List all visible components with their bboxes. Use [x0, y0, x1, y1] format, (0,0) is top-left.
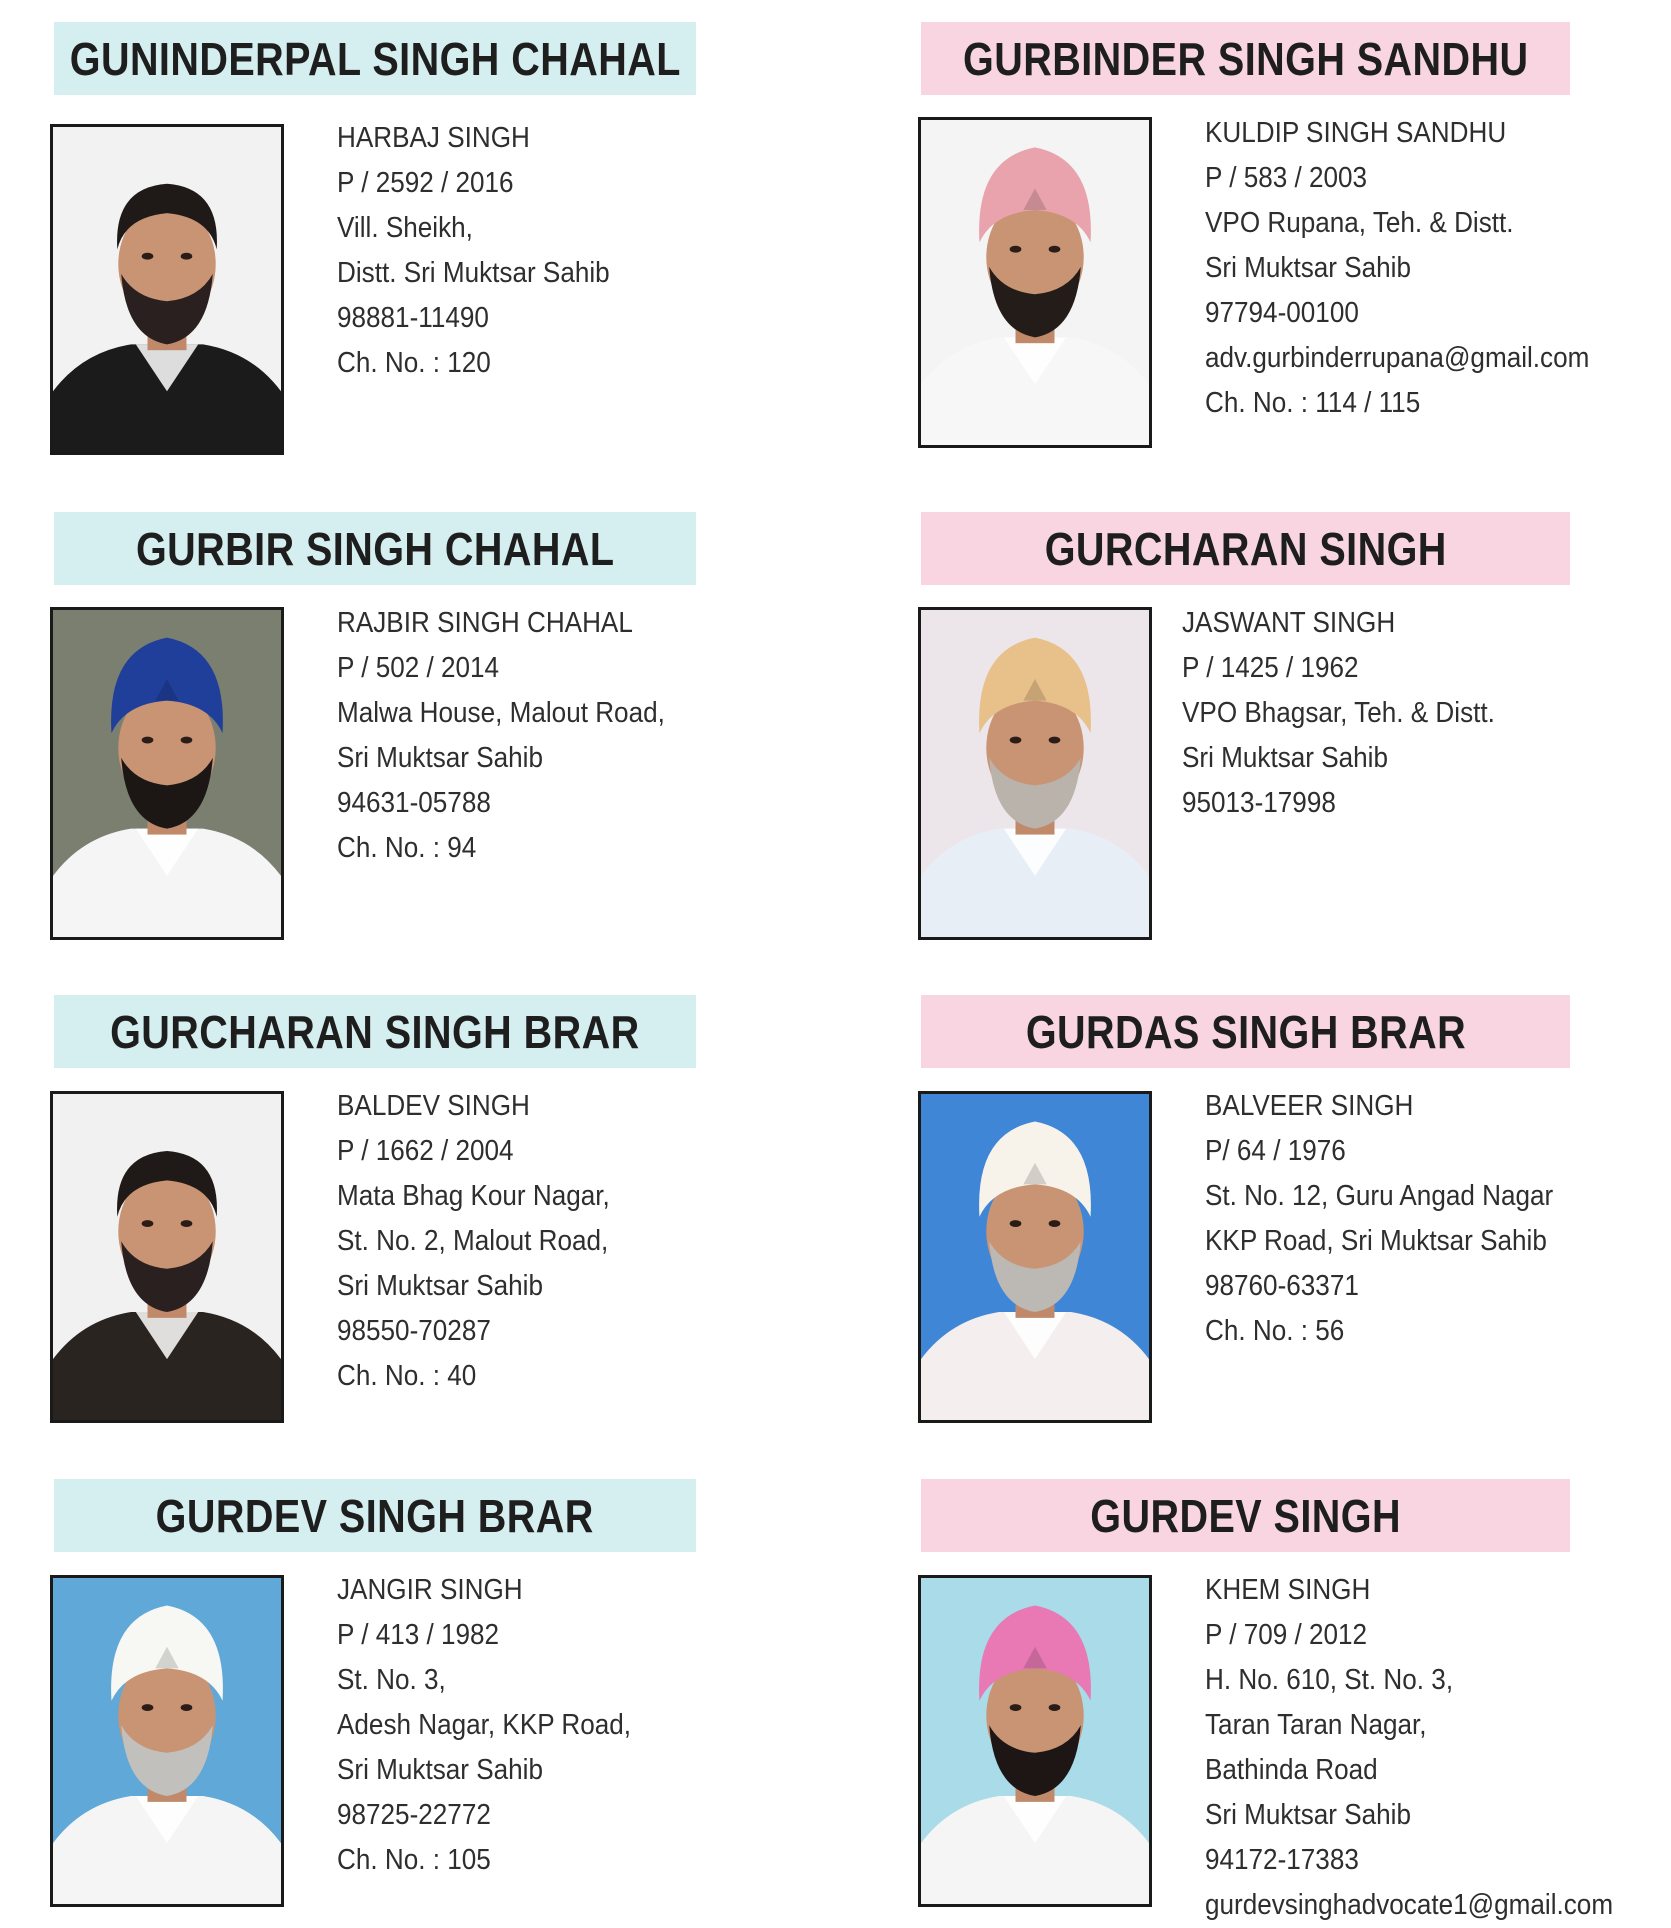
profile-detail-line: P/ 64 / 1976	[1205, 1135, 1346, 1167]
portrait-image	[53, 610, 281, 937]
profile-detail-line: Sri Muktsar Sahib	[1182, 742, 1388, 774]
profile-detail-line: Sri Muktsar Sahib	[337, 742, 543, 774]
profile-photo	[918, 1575, 1152, 1907]
profile-detail-line: St. No. 3,	[337, 1664, 446, 1696]
profile-detail-line: Ch. No. : 56	[1205, 1315, 1345, 1347]
profile-detail-line: Sri Muktsar Sahib	[1205, 1799, 1411, 1831]
profile-name: GURDEV SINGH BRAR	[155, 1489, 595, 1542]
profile-detail-line: 94631-05788	[337, 787, 491, 819]
profile-detail-line: 97794-00100	[1205, 297, 1359, 329]
profile-detail-line: 98881-11490	[337, 302, 489, 334]
profile-details	[1205, 111, 1632, 426]
profile-photo	[50, 1575, 284, 1907]
profile-photo	[50, 124, 284, 455]
profile-name-bar	[54, 22, 696, 95]
profile-detail-line: adv.gurbinderrupana@gmail.com	[1205, 342, 1590, 374]
profile-details	[1205, 1568, 1658, 1928]
profile-detail-line: St. No. 12, Guru Angad Nagar	[1205, 1180, 1554, 1212]
profile-detail-line: P / 413 / 1982	[337, 1619, 500, 1651]
profile-detail-line: Sri Muktsar Sahib	[337, 1270, 543, 1302]
profile-detail-line: Distt. Sri Muktsar Sahib	[337, 257, 610, 289]
profile-details	[1205, 1084, 1592, 1354]
portrait-image	[53, 127, 281, 452]
profile-name-bar	[921, 512, 1570, 585]
profile-photo	[50, 607, 284, 940]
profile-detail-line: Vill. Sheikh,	[337, 212, 473, 244]
profile-name-bar	[54, 1479, 696, 1552]
profile-detail-line: Adesh Nagar, KKP Road,	[337, 1709, 632, 1741]
profile-detail-line: P / 2592 / 2016	[337, 167, 514, 199]
profile-detail-line: JANGIR SINGH	[337, 1574, 523, 1606]
portrait-image	[921, 120, 1149, 445]
profile-detail-line: Ch. No. : 105	[337, 1844, 491, 1876]
profile-detail-line: Ch. No. : 120	[337, 347, 491, 379]
profile-detail-line: Sri Muktsar Sahib	[1205, 252, 1411, 284]
profile-detail-line: 98550-70287	[337, 1315, 491, 1347]
profile-detail-line: Ch. No. : 40	[337, 1360, 477, 1392]
profile-details	[337, 601, 701, 871]
profile-detail-line: P / 583 / 2003	[1205, 162, 1368, 194]
profile-name-bar	[921, 1479, 1570, 1552]
profile-detail-line: gurdevsinghadvocate1@gmail.com	[1205, 1889, 1614, 1921]
profile-detail-line: Sri Muktsar Sahib	[337, 1754, 543, 1786]
profile-photo	[918, 607, 1152, 940]
profile-detail-line: RAJBIR SINGH CHAHAL	[337, 607, 633, 639]
profile-name-bar	[921, 22, 1570, 95]
profile-detail-line: VPO Rupana, Teh. & Distt.	[1205, 207, 1514, 239]
profile-detail-line: 94172-17383	[1205, 1844, 1359, 1876]
profile-detail-line: 98760-63371	[1205, 1270, 1359, 1302]
profile-detail-line: Ch. No. : 114 / 115	[1205, 387, 1421, 419]
profile-detail-line: KULDIP SINGH SANDHU	[1205, 117, 1507, 149]
profile-name-bar	[54, 512, 696, 585]
profile-name: GURBIR SINGH CHAHAL	[135, 522, 615, 575]
portrait-image	[921, 1578, 1149, 1904]
profile-detail-line: JASWANT SINGH	[1182, 607, 1396, 639]
profile-detail-line: Taran Taran Nagar,	[1205, 1709, 1427, 1741]
profile-detail-line: P / 502 / 2014	[337, 652, 500, 684]
profile-detail-line: 95013-17998	[1182, 787, 1336, 819]
profile-photo	[50, 1091, 284, 1423]
profile-name: GURDEV SINGH	[1090, 1489, 1401, 1542]
profile-photo	[918, 1091, 1152, 1423]
profile-details	[337, 116, 640, 386]
profile-name: GUNINDERPAL SINGH CHAHAL	[69, 32, 681, 85]
profile-detail-line: KHEM SINGH	[1205, 1574, 1371, 1606]
profile-name: GURCHARAN SINGH	[1044, 522, 1447, 575]
profile-detail-line: Bathinda Road	[1205, 1754, 1378, 1786]
profile-photo	[918, 117, 1152, 448]
profile-detail-line: BALVEER SINGH	[1205, 1090, 1414, 1122]
profile-details	[337, 1084, 640, 1399]
profile-name: GURDAS SINGH BRAR	[1025, 1005, 1466, 1058]
profile-detail-line: 98725-22772	[337, 1799, 491, 1831]
profile-name: GURBINDER SINGH SANDHU	[962, 32, 1529, 85]
profile-detail-line: Malwa House, Malout Road,	[337, 697, 665, 729]
portrait-image	[921, 1094, 1149, 1420]
portrait-image	[53, 1094, 281, 1420]
profile-details	[1182, 601, 1530, 826]
portrait-image	[921, 610, 1149, 937]
profile-details	[337, 1568, 664, 1883]
profile-detail-line: H. No. 610, St. No. 3,	[1205, 1664, 1454, 1696]
profile-detail-line: VPO Bhagsar, Teh. & Distt.	[1182, 697, 1495, 729]
profile-detail-line: KKP Road, Sri Muktsar Sahib	[1205, 1225, 1547, 1257]
profile-detail-line: P / 1425 / 1962	[1182, 652, 1359, 684]
profile-detail-line: Mata Bhag Kour Nagar,	[337, 1180, 610, 1212]
profile-detail-line: HARBAJ SINGH	[337, 122, 530, 154]
profile-detail-line: Ch. No. : 94	[337, 832, 477, 864]
profile-detail-line: St. No. 2, Malout Road,	[337, 1225, 609, 1257]
profile-name-bar	[54, 995, 696, 1068]
profile-name-bar	[921, 995, 1570, 1068]
profile-detail-line: P / 1662 / 2004	[337, 1135, 514, 1167]
profile-detail-line: BALDEV SINGH	[337, 1090, 530, 1122]
profile-detail-line: P / 709 / 2012	[1205, 1619, 1368, 1651]
portrait-image	[53, 1578, 281, 1904]
profile-name: GURCHARAN SINGH BRAR	[110, 1005, 640, 1058]
